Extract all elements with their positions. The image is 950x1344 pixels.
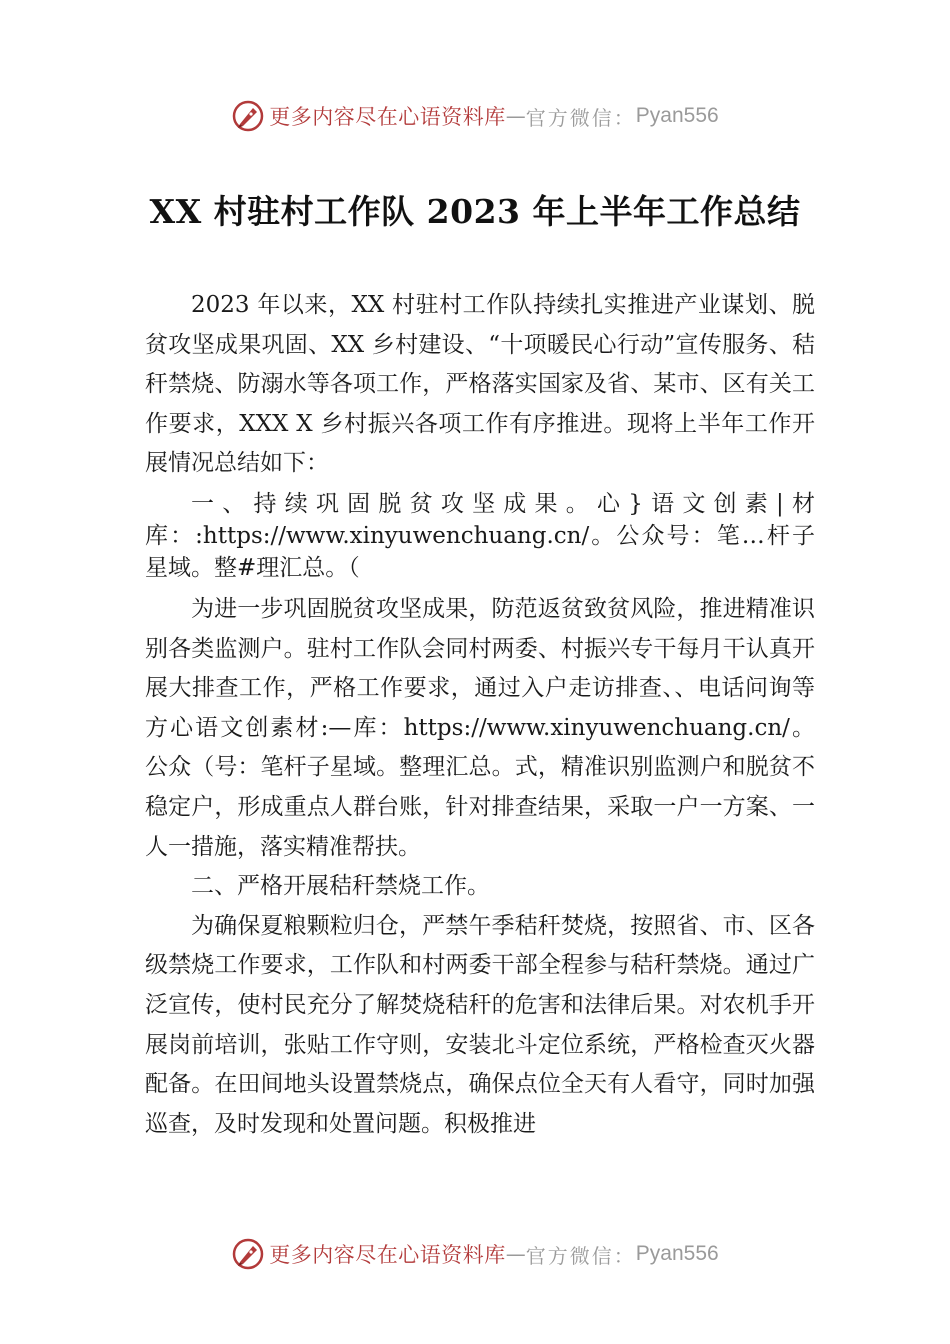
watermark-wechat-label: 官方微信： — [525, 1243, 636, 1268]
paragraph-intro: 2023 年以来，XX 村驻村工作队持续扎实推进产业谋划、脱贫攻坚成果巩固、XX 乡村建设、“十项暖民心行动”宣传服务、秸秆禁烧、防溺水等各项工作，严格落实国家及省、某市、区有关工作要求，XXX X 乡村振兴各项工作有序推进。现将上半年工作开展情况总结如下： — [145, 292, 815, 477]
watermark-wechat-id: Pyan556 — [635, 1242, 719, 1265]
watermark-wechat-id: Pyan556 — [635, 104, 719, 127]
watermark-separator: — — [505, 104, 526, 128]
pen-nib-logo-icon — [231, 1237, 265, 1271]
watermark-separator: — — [505, 1242, 526, 1266]
watermark-banner-bottom — [0, 1234, 950, 1274]
document-title: XX 村驻村工作队 2023 年上半年工作总结 — [149, 192, 801, 231]
watermark-banner-top — [0, 96, 950, 136]
section-heading-1: 一、持续巩固脱贫攻坚成果。心}语文创素|材库：:https://www.xinyuwenchuang.cn/。公众号：笔…杆子星域。整#理汇总。（ — [145, 490, 815, 581]
document-body — [145, 286, 815, 1144]
paragraph-section-1: 为进一步巩固脱贫攻坚成果，防范返贫致贫风险，推进精准识别各类监测户。驻村工作队会同村两委、村振兴专干每月干认真开展大排查工作，严格工作要求，通过入户走访排查、、电话问询等方心语文创素材:—库：https://www.xinyuwenchuang.cn/。公众（号：笔杆子星域。整理汇总。式，精准识别监测户和脱贫不稳定户，形成重点人群台账，针对排查结果，采取一户一方案、一人一措施，落实精准帮扶。 — [145, 595, 815, 860]
watermark-main-text: 更多内容尽在心语资料库 — [269, 105, 506, 129]
watermark-main-text: 更多内容尽在心语资料库 — [269, 1243, 506, 1267]
paragraph-section-2: 为确保夏粮颗粒归仓，严禁午季秸秆焚烧，按照省、市、区各级禁烧工作要求，工作队和村两委干部全程参与秸秆禁烧。通过广泛宣传，使村民充分了解焚烧秸秆的危害和法律后果。对农机手开展岗前培训，张贴工作守则，安装北斗定位系统，严格检查灭火器配备。在田间地头设置禁烧点，确保点位全天有人看守，同时加强巡查，及时发现和处置问题。积极推进 — [145, 912, 815, 1137]
pen-nib-logo-icon — [231, 99, 265, 133]
section-heading-2: 二、严格开展秸秆禁烧工作。 — [191, 873, 490, 900]
watermark-wechat-label: 官方微信： — [525, 105, 636, 130]
